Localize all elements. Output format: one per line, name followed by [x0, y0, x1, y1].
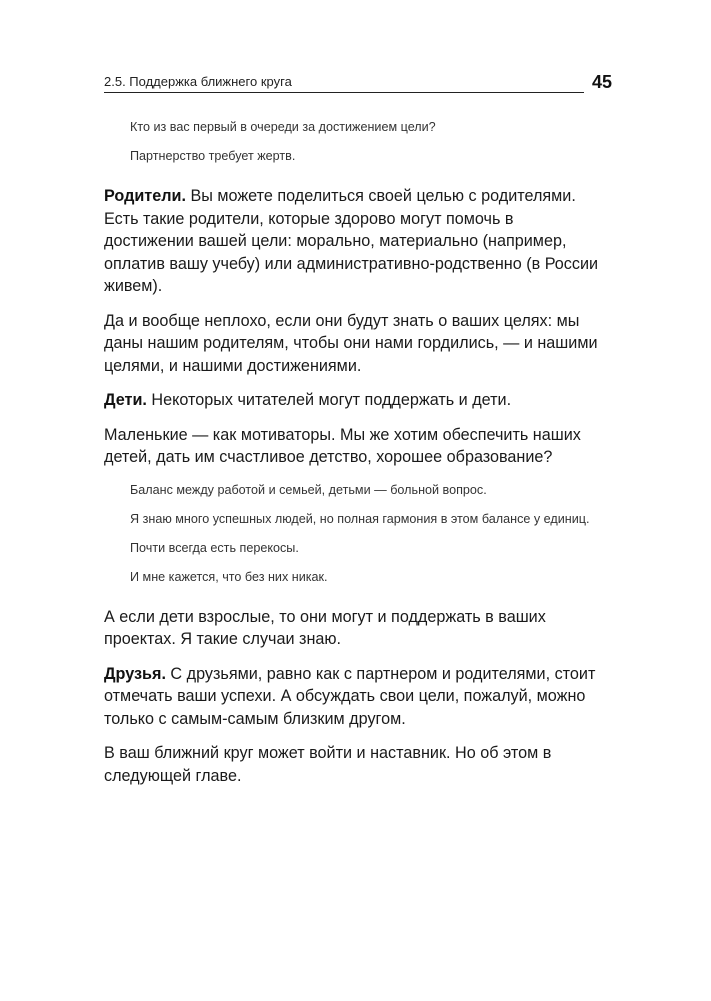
paragraph	[104, 742, 604, 787]
paragraph	[104, 606, 604, 651]
aside-line: Я знаю много успешных людей, но полная гармония в этом балансе у единиц.	[130, 511, 590, 526]
paragraph-text: Вы можете поделиться своей целью с родителями. Есть такие родители, которые здорово могут помочь в достижении вашей цели: морально, материально (например, оплатив вашу учебу) или административно-родственно (в России живем).	[104, 187, 599, 295]
paragraph-text: С друзьями, равно как с партнером и родителями, стоит отмечать ваши успехи. А обсуждать свои цели, пожалуй, можно только с самым-самым близким другом.	[104, 664, 596, 728]
paragraph-friends	[104, 663, 604, 731]
paragraph-lead: Родители.	[104, 187, 186, 205]
header-rule	[104, 92, 584, 93]
page-number: 45	[591, 72, 612, 92]
paragraph	[104, 424, 604, 469]
running-header	[104, 72, 616, 96]
page-body	[104, 118, 604, 799]
paragraph-text: А если дети взрослые, то они могут и поддержать в ваших проектах. Я такие случаи знаю.	[104, 607, 546, 648]
paragraph-text: Да и вообще неплохо, если они будут знать о ваших целях: мы даны нашим родителям, чтобы они нами гордились, — и нашими целями, и нашими достижениями.	[104, 311, 598, 375]
aside-line: Почти всегда есть перекосы.	[130, 540, 299, 555]
paragraph-text: Маленькие — как мотиваторы. Мы же хотим обеспечить наших детей, дать им счастливое детство, хорошее образование?	[104, 425, 581, 466]
paragraph-lead: Друзья.	[104, 664, 166, 683]
chapter-title: 2.5. Поддержка ближнего круга	[104, 74, 292, 89]
aside-line: Партнерство требует жертв.	[130, 149, 296, 163]
aside-block-top	[104, 118, 604, 165]
paragraph-lead: Дети.	[104, 391, 147, 409]
aside-line: Баланс между работой и семьей, детьми — больной вопрос.	[130, 482, 487, 497]
paragraph-text: В ваш ближний круг может войти и наставник. Но об этом в следующей главе.	[104, 744, 552, 785]
aside-block-middle	[104, 481, 604, 586]
paragraph-text: Некоторых читателей могут поддержать и дети.	[146, 391, 512, 409]
paragraph-parents	[104, 185, 604, 298]
aside-line: Кто из вас первый в очереди за достижением цели?	[130, 120, 436, 134]
paragraph	[104, 310, 604, 378]
aside-line: И мне кажется, что без них никак.	[130, 569, 328, 584]
paragraph-children	[104, 389, 604, 412]
